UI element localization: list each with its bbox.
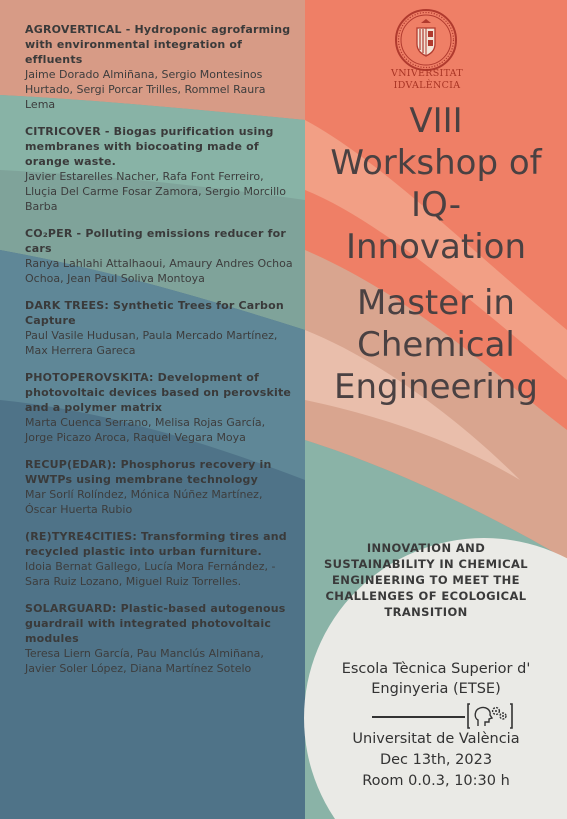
- title-line: Innovation: [345, 227, 526, 267]
- university-name-line1: VNIVERSITAT: [391, 68, 463, 79]
- title-line: IQ-: [410, 185, 461, 225]
- project-authors: Mar Sorlí Rolíndez, Mónica Núñez Martínez, Óscar Huerta Rubio: [25, 488, 263, 516]
- project-item: [25, 22, 293, 112]
- project-authors: Jaime Dorado Almiñana, Sergio Montesinos Hurtado, Sergi Porcar Trilles, Rommel Raura Lema: [25, 68, 266, 111]
- project-item: [25, 457, 293, 517]
- event-title: [305, 100, 567, 408]
- project-title: PHOTOPEROVSKITA: Development of photovoltaic devices based on perovskite and a polymer matrix: [25, 371, 292, 414]
- project-title: CITRICOVER - Biogas purification using membranes with biocoating made of orange waste.: [25, 125, 274, 168]
- event-place: Universitat de València: [352, 731, 520, 747]
- event-room: Room 0.0.3, 10:30 h: [362, 773, 510, 789]
- project-authors: Paul Vasile Hudusan, Paula Mercado Martínez, Max Herrera Gareca: [25, 329, 278, 357]
- project-authors: Javier Estarelles Nacher, Rafa Font Ferreiro, Lluçia Del Carme Fosar Zamora, Sergio Morcillo Barba: [25, 170, 286, 213]
- venue-line1: Escola Tècnica Superior d': [341, 661, 531, 677]
- project-title: AGROVERTICAL - Hydroponic agrofarming with environmental integration of effluents: [25, 23, 291, 66]
- project-authors: Teresa Liern García, Pau Manclús Almiñana, Javier Soler López, Diana Martínez Sotelo: [25, 647, 264, 675]
- project-authors: Marta Cuenca Serrano, Melisa Rojas García, Jorge Picazo Aroca, Raquel Vegara Moya: [25, 416, 266, 444]
- university-name-line2: IDVALÈNCIA: [393, 80, 461, 91]
- project-authors: Ranya Lahlahi Attalhaoui, Amaury Andres Ochoa Ochoa, Jean Paul Soliva Montoya: [25, 257, 293, 285]
- project-item: [25, 226, 293, 286]
- event-details: [316, 729, 556, 792]
- event-date: Dec 13th, 2023: [379, 752, 493, 768]
- project-item: [25, 370, 293, 445]
- title-line: VIII: [409, 101, 463, 141]
- title-line: Chemical: [357, 325, 515, 365]
- workshop-tagline: INNOVATION AND SUSTAINABILITY IN CHEMICAL ENGINEERING TO MEET THE CHALLENGES OF ECOLOGICAL TRANSITION: [323, 541, 528, 619]
- title-line: Workshop of: [330, 143, 542, 183]
- project-title: DARK TREES: Synthetic Trees for Carbon Capture: [25, 299, 284, 327]
- project-item: [25, 601, 293, 676]
- venue: [316, 659, 556, 699]
- venue-line2: Enginyeria (ETSE): [371, 681, 501, 697]
- project-title: SOLARGUARD: Plastic-based autogenous guardrail with integrated photovoltaic modules: [25, 602, 286, 645]
- divider: [372, 716, 465, 718]
- project-title: (RE)TYRE4CITIES: Transforming tires and recycled plastic into urban furniture.: [25, 530, 287, 558]
- title-line: Engineering: [334, 367, 538, 407]
- project-item: [25, 298, 293, 358]
- project-item: [25, 124, 293, 214]
- project-list: [25, 22, 293, 688]
- university-name: [381, 68, 473, 92]
- project-title: CO₂PER - Polluting emissions reducer for cars: [25, 227, 286, 255]
- title-line: Master in: [357, 283, 515, 323]
- project-authors: Idoia Bernat Gallego, Lucía Mora Fernández, - Sara Ruiz Lozano, Miguel Ruiz Torrelles.: [25, 560, 276, 588]
- project-item: [25, 529, 293, 589]
- head-gears-icon: [466, 702, 514, 730]
- project-title: RECUP(EDAR): Phosphorus recovery in WWTPs using membrane technology: [25, 458, 272, 486]
